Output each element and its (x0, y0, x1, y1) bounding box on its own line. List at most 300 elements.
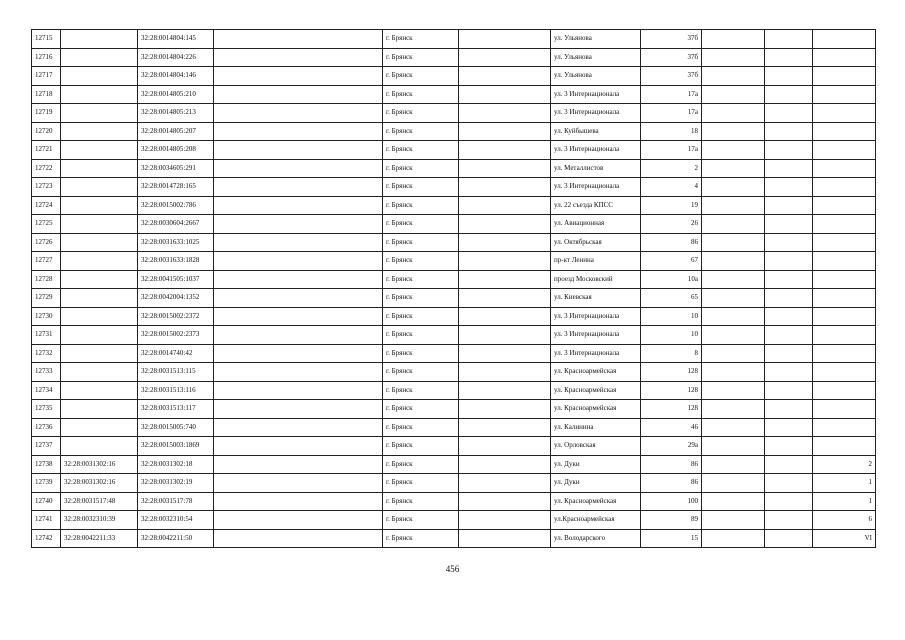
blank-cell (702, 307, 765, 326)
blank-cell (702, 326, 765, 345)
row-number-cell: 12720 (32, 122, 61, 141)
blank-cell (702, 418, 765, 437)
street-cell: ул. Калинина (551, 418, 641, 437)
table-row (32, 474, 876, 493)
table-body (32, 30, 876, 548)
street-cell: ул. Дуки (551, 455, 641, 474)
city-cell: г. Брянск (383, 159, 459, 178)
blank-cell (214, 511, 383, 530)
extra-value-cell (813, 252, 876, 271)
blank-cell (214, 492, 383, 511)
row-number-cell: 12735 (32, 400, 61, 419)
city-cell: г. Брянск (383, 474, 459, 493)
table-row (32, 270, 876, 289)
table-row (32, 30, 876, 49)
street-cell: ул. 3 Интернационала (551, 326, 641, 345)
blank-cell (765, 455, 813, 474)
street-cell: ул. Орловская (551, 437, 641, 456)
extra-value-cell (813, 344, 876, 363)
table-row (32, 233, 876, 252)
table-row (32, 418, 876, 437)
parent-cadastral-cell (61, 233, 138, 252)
blank-cell (702, 270, 765, 289)
blank-cell (702, 215, 765, 234)
row-number-cell: 12741 (32, 511, 61, 530)
row-number-cell: 12730 (32, 307, 61, 326)
blank-cell (459, 529, 551, 548)
house-number-cell: 37б (641, 67, 702, 86)
extra-value-cell: 6 (813, 511, 876, 530)
house-number-cell: 2 (641, 159, 702, 178)
blank-cell (459, 104, 551, 123)
city-cell: г. Брянск (383, 215, 459, 234)
house-number-cell: 4 (641, 178, 702, 197)
city-cell: г. Брянск (383, 437, 459, 456)
parent-cadastral-cell (61, 67, 138, 86)
cadastral-number-cell: 32:28:0015002:2372 (138, 307, 214, 326)
table-row (32, 400, 876, 419)
blank-cell (702, 141, 765, 160)
street-cell: ул. 3 Интернационала (551, 141, 641, 160)
house-number-cell: 128 (641, 400, 702, 419)
blank-cell (459, 511, 551, 530)
blank-cell (765, 233, 813, 252)
city-cell: г. Брянск (383, 455, 459, 474)
blank-cell (765, 141, 813, 160)
city-cell: г. Брянск (383, 400, 459, 419)
row-number-cell: 12727 (32, 252, 61, 271)
blank-cell (459, 437, 551, 456)
blank-cell (765, 30, 813, 49)
parent-cadastral-cell (61, 289, 138, 308)
blank-cell (765, 104, 813, 123)
blank-cell (702, 529, 765, 548)
city-cell: г. Брянск (383, 307, 459, 326)
cadastral-number-cell: 32:28:0015002:2373 (138, 326, 214, 345)
blank-cell (214, 178, 383, 197)
street-cell: ул. Володарского (551, 529, 641, 548)
blank-cell (765, 289, 813, 308)
blank-cell (214, 30, 383, 49)
table-row (32, 48, 876, 67)
blank-cell (214, 270, 383, 289)
house-number-cell: 8 (641, 344, 702, 363)
blank-cell (765, 48, 813, 67)
blank-cell (702, 289, 765, 308)
blank-cell (459, 381, 551, 400)
street-cell: пр-кт Ленина (551, 252, 641, 271)
blank-cell (459, 474, 551, 493)
blank-cell (702, 85, 765, 104)
parent-cadastral-cell (61, 418, 138, 437)
cadastral-number-cell: 32:28:0031633:1025 (138, 233, 214, 252)
street-cell: ул. Красноармейская (551, 492, 641, 511)
extra-value-cell: 1 (813, 492, 876, 511)
blank-cell (459, 215, 551, 234)
blank-cell (214, 196, 383, 215)
parent-cadastral-cell: 32:28:0031517:48 (61, 492, 138, 511)
city-cell: г. Брянск (383, 122, 459, 141)
blank-cell (765, 492, 813, 511)
city-cell: г. Брянск (383, 48, 459, 67)
city-cell: г. Брянск (383, 326, 459, 345)
parent-cadastral-cell (61, 363, 138, 382)
table-row (32, 196, 876, 215)
city-cell: г. Брянск (383, 418, 459, 437)
table-row (32, 289, 876, 308)
cadastral-number-cell: 32:28:0014804:145 (138, 30, 214, 49)
row-number-cell: 12737 (32, 437, 61, 456)
row-number-cell: 12719 (32, 104, 61, 123)
table-row (32, 215, 876, 234)
blank-cell (765, 437, 813, 456)
street-cell: ул. Киевская (551, 289, 641, 308)
parent-cadastral-cell (61, 122, 138, 141)
extra-value-cell (813, 400, 876, 419)
house-number-cell: 10а (641, 270, 702, 289)
house-number-cell: 86 (641, 474, 702, 493)
cadastral-number-cell: 32:28:0034605:291 (138, 159, 214, 178)
cadastral-number-cell: 32:28:0031513:117 (138, 400, 214, 419)
cadastral-number-cell: 32:28:0031302:19 (138, 474, 214, 493)
row-number-cell: 12739 (32, 474, 61, 493)
blank-cell (765, 363, 813, 382)
house-number-cell: 26 (641, 215, 702, 234)
blank-cell (702, 30, 765, 49)
extra-value-cell: 1 (813, 474, 876, 493)
blank-cell (702, 48, 765, 67)
blank-cell (214, 48, 383, 67)
blank-cell (765, 196, 813, 215)
cadastral-number-cell: 32:28:0014728:165 (138, 178, 214, 197)
row-number-cell: 12731 (32, 326, 61, 345)
row-number-cell: 12715 (32, 30, 61, 49)
street-cell: ул. Красноармейская (551, 400, 641, 419)
cadastral-number-cell: 32:28:0042211:50 (138, 529, 214, 548)
blank-cell (214, 307, 383, 326)
parent-cadastral-cell (61, 159, 138, 178)
house-number-cell: 89 (641, 511, 702, 530)
city-cell: г. Брянск (383, 85, 459, 104)
extra-value-cell (813, 381, 876, 400)
parent-cadastral-cell (61, 437, 138, 456)
parent-cadastral-cell (61, 400, 138, 419)
blank-cell (765, 215, 813, 234)
street-cell: ул. 3 Интернационала (551, 104, 641, 123)
cadastral-number-cell: 32:28:0031302:18 (138, 455, 214, 474)
extra-value-cell (813, 159, 876, 178)
parent-cadastral-cell (61, 270, 138, 289)
street-cell: ул.Красноармейская (551, 511, 641, 530)
city-cell: г. Брянск (383, 196, 459, 215)
extra-value-cell (813, 30, 876, 49)
cadastral-number-cell: 32:28:0015002:786 (138, 196, 214, 215)
house-number-cell: 17а (641, 141, 702, 160)
parent-cadastral-cell (61, 344, 138, 363)
blank-cell (459, 196, 551, 215)
blank-cell (214, 363, 383, 382)
parent-cadastral-cell (61, 326, 138, 345)
blank-cell (214, 400, 383, 419)
blank-cell (459, 418, 551, 437)
blank-cell (765, 474, 813, 493)
street-cell: проезд Московский (551, 270, 641, 289)
blank-cell (459, 178, 551, 197)
blank-cell (702, 492, 765, 511)
house-number-cell: 29а (641, 437, 702, 456)
blank-cell (459, 159, 551, 178)
extra-value-cell (813, 437, 876, 456)
row-number-cell: 12717 (32, 67, 61, 86)
street-cell: ул. Октябрьская (551, 233, 641, 252)
table-row (32, 307, 876, 326)
cadastral-number-cell: 32:28:0031513:116 (138, 381, 214, 400)
blank-cell (765, 122, 813, 141)
table-row (32, 178, 876, 197)
house-number-cell: 67 (641, 252, 702, 271)
blank-cell (702, 196, 765, 215)
blank-cell (459, 400, 551, 419)
city-cell: г. Брянск (383, 511, 459, 530)
table-row (32, 381, 876, 400)
blank-cell (765, 252, 813, 271)
city-cell: г. Брянск (383, 141, 459, 160)
row-number-cell: 12738 (32, 455, 61, 474)
row-number-cell: 12740 (32, 492, 61, 511)
parent-cadastral-cell (61, 307, 138, 326)
street-cell: ул. Авиационная (551, 215, 641, 234)
cadastral-number-cell: 32:28:0031517:78 (138, 492, 214, 511)
table-row (32, 529, 876, 548)
house-number-cell: 86 (641, 233, 702, 252)
row-number-cell: 12722 (32, 159, 61, 178)
blank-cell (459, 30, 551, 49)
blank-cell (214, 252, 383, 271)
blank-cell (459, 492, 551, 511)
cadastral-number-cell: 32:28:0014804:226 (138, 48, 214, 67)
blank-cell (214, 474, 383, 493)
table-row (32, 141, 876, 160)
city-cell: г. Брянск (383, 30, 459, 49)
registry-table (31, 29, 876, 548)
blank-cell (765, 418, 813, 437)
blank-cell (702, 252, 765, 271)
extra-value-cell (813, 270, 876, 289)
blank-cell (702, 400, 765, 419)
extra-value-cell (813, 178, 876, 197)
row-number-cell: 12724 (32, 196, 61, 215)
extra-value-cell: 2 (813, 455, 876, 474)
extra-value-cell (813, 85, 876, 104)
cadastral-number-cell: 32:28:0014740:42 (138, 344, 214, 363)
page-number: 456 (445, 564, 460, 574)
blank-cell (214, 381, 383, 400)
city-cell: г. Брянск (383, 67, 459, 86)
city-cell: г. Брянск (383, 492, 459, 511)
blank-cell (214, 159, 383, 178)
parent-cadastral-cell (61, 104, 138, 123)
cadastral-number-cell: 32:28:0014805:207 (138, 122, 214, 141)
cadastral-number-cell: 32:28:0014805:208 (138, 141, 214, 160)
cadastral-number-cell: 32:28:0015003:1869 (138, 437, 214, 456)
extra-value-cell (813, 326, 876, 345)
extra-value-cell (813, 307, 876, 326)
city-cell: г. Брянск (383, 233, 459, 252)
blank-cell (765, 400, 813, 419)
street-cell: ул. Красноармейская (551, 381, 641, 400)
street-cell: ул. 3 Интернационала (551, 344, 641, 363)
city-cell: г. Брянск (383, 104, 459, 123)
house-number-cell: 128 (641, 381, 702, 400)
cadastral-number-cell: 32:28:0031633:1828 (138, 252, 214, 271)
house-number-cell: 18 (641, 122, 702, 141)
blank-cell (765, 159, 813, 178)
parent-cadastral-cell: 32:28:0031302:16 (61, 455, 138, 474)
street-cell: ул. 3 Интернационала (551, 85, 641, 104)
street-cell: ул. Ульянова (551, 30, 641, 49)
blank-cell (214, 104, 383, 123)
row-number-cell: 12734 (32, 381, 61, 400)
house-number-cell: 10 (641, 326, 702, 345)
blank-cell (765, 85, 813, 104)
blank-cell (702, 437, 765, 456)
blank-cell (459, 455, 551, 474)
row-number-cell: 12716 (32, 48, 61, 67)
blank-cell (459, 233, 551, 252)
cadastral-number-cell: 32:28:0032310:54 (138, 511, 214, 530)
blank-cell (702, 178, 765, 197)
blank-cell (702, 381, 765, 400)
extra-value-cell (813, 418, 876, 437)
blank-cell (702, 511, 765, 530)
blank-cell (765, 529, 813, 548)
blank-cell (214, 437, 383, 456)
parent-cadastral-cell (61, 85, 138, 104)
street-cell: ул. Ульянова (551, 67, 641, 86)
blank-cell (214, 418, 383, 437)
row-number-cell: 12728 (32, 270, 61, 289)
house-number-cell: 37б (641, 48, 702, 67)
table-row (32, 122, 876, 141)
street-cell: ул. 3 Интернационала (551, 307, 641, 326)
blank-cell (702, 363, 765, 382)
blank-cell (459, 122, 551, 141)
extra-value-cell (813, 289, 876, 308)
blank-cell (765, 307, 813, 326)
table-row (32, 85, 876, 104)
parent-cadastral-cell: 32:28:0032310:39 (61, 511, 138, 530)
parent-cadastral-cell (61, 196, 138, 215)
parent-cadastral-cell: 32:28:0031302:16 (61, 474, 138, 493)
house-number-cell: 10 (641, 307, 702, 326)
city-cell: г. Брянск (383, 529, 459, 548)
blank-cell (765, 344, 813, 363)
extra-value-cell: VI (813, 529, 876, 548)
row-number-cell: 12725 (32, 215, 61, 234)
blank-cell (459, 270, 551, 289)
cadastral-number-cell: 32:28:0014805:213 (138, 104, 214, 123)
blank-cell (702, 104, 765, 123)
city-cell: г. Брянск (383, 252, 459, 271)
city-cell: г. Брянск (383, 363, 459, 382)
table-row (32, 252, 876, 271)
table-row (32, 492, 876, 511)
blank-cell (765, 270, 813, 289)
blank-cell (765, 381, 813, 400)
house-number-cell: 19 (641, 196, 702, 215)
street-cell: ул. Металлистов (551, 159, 641, 178)
extra-value-cell (813, 215, 876, 234)
extra-value-cell (813, 196, 876, 215)
row-number-cell: 12721 (32, 141, 61, 160)
city-cell: г. Брянск (383, 289, 459, 308)
blank-cell (214, 122, 383, 141)
parent-cadastral-cell (61, 30, 138, 49)
parent-cadastral-cell (61, 381, 138, 400)
parent-cadastral-cell (61, 141, 138, 160)
blank-cell (214, 455, 383, 474)
table-row (32, 511, 876, 530)
blank-cell (214, 141, 383, 160)
extra-value-cell (813, 141, 876, 160)
blank-cell (459, 344, 551, 363)
row-number-cell: 12723 (32, 178, 61, 197)
blank-cell (459, 289, 551, 308)
extra-value-cell (813, 122, 876, 141)
table-row (32, 455, 876, 474)
extra-value-cell (813, 233, 876, 252)
row-number-cell: 12736 (32, 418, 61, 437)
parent-cadastral-cell: 32:28:0042211:33 (61, 529, 138, 548)
street-cell: ул. Красноармейская (551, 363, 641, 382)
table-row (32, 104, 876, 123)
blank-cell (459, 363, 551, 382)
extra-value-cell (813, 104, 876, 123)
row-number-cell: 12733 (32, 363, 61, 382)
house-number-cell: 100 (641, 492, 702, 511)
row-number-cell: 12729 (32, 289, 61, 308)
cadastral-number-cell: 32:28:0041505:1037 (138, 270, 214, 289)
street-cell: ул. Ульянова (551, 48, 641, 67)
blank-cell (702, 67, 765, 86)
extra-value-cell (813, 363, 876, 382)
blank-cell (702, 233, 765, 252)
house-number-cell: 37б (641, 30, 702, 49)
blank-cell (459, 326, 551, 345)
table-row (32, 326, 876, 345)
table-row (32, 67, 876, 86)
street-cell: ул. 3 Интернационала (551, 178, 641, 197)
blank-cell (459, 141, 551, 160)
extra-value-cell (813, 48, 876, 67)
blank-cell (214, 529, 383, 548)
blank-cell (765, 326, 813, 345)
city-cell: г. Брянск (383, 381, 459, 400)
cadastral-number-cell: 32:28:0015005:740 (138, 418, 214, 437)
blank-cell (214, 215, 383, 234)
city-cell: г. Брянск (383, 344, 459, 363)
blank-cell (702, 344, 765, 363)
blank-cell (765, 67, 813, 86)
street-cell: ул. Дуки (551, 474, 641, 493)
blank-cell (459, 85, 551, 104)
blank-cell (214, 344, 383, 363)
house-number-cell: 15 (641, 529, 702, 548)
table-row (32, 344, 876, 363)
house-number-cell: 128 (641, 363, 702, 382)
blank-cell (214, 326, 383, 345)
blank-cell (459, 307, 551, 326)
